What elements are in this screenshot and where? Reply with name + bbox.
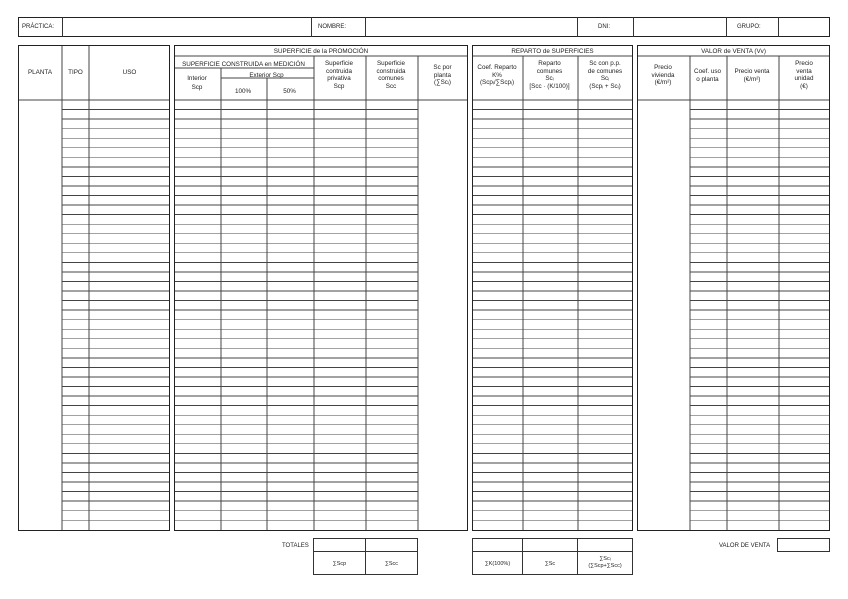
- grupo-label: GRUPO:: [737, 24, 761, 30]
- total-k-cell[interactable]: [472, 538, 523, 552]
- practica-label: PRÁCTICA:: [22, 24, 55, 30]
- porplanta-line2: planta: [433, 71, 452, 79]
- total-sci-label: [577, 556, 633, 570]
- precio-vivienda-line3: (€/m²): [654, 79, 672, 86]
- practica-field[interactable]: [63, 18, 311, 36]
- valor-title: VALOR de VENTA (Vv): [701, 48, 766, 55]
- table-superficie: [174, 45, 468, 531]
- precio-unidad-line1: Precio: [795, 60, 813, 67]
- precio-unidad-line4: (€): [800, 82, 808, 90]
- comunes-line3: comunes: [378, 75, 404, 82]
- superficie-title: SUPERFICIE de la PROMOCIÓN: [273, 48, 369, 55]
- privativa-line1: Superficie: [324, 60, 353, 67]
- privativa-line4: Scp: [333, 82, 345, 90]
- total-scc-label: ∑Scc: [384, 561, 399, 567]
- comunes-line4: Scc: [385, 82, 397, 90]
- reparto-title: REPARTO de SUPERFICIES: [511, 48, 594, 55]
- total-sc-label: ∑Sc: [544, 561, 556, 567]
- privativa-line3: privativa: [327, 75, 351, 82]
- precio-venta-line1: Precio venta: [734, 68, 770, 75]
- grid-lines: [473, 46, 632, 530]
- reparto-comunes-line1: Reparto: [538, 60, 561, 67]
- total-sc-cell[interactable]: [522, 538, 578, 552]
- privativa-header: [313, 60, 365, 90]
- medicion-title: SUPERFICIE CONSTRUIDA en MEDICIÓN: [182, 61, 305, 68]
- nombre-field[interactable]: [366, 18, 576, 36]
- col-planta-header: PLANTA: [27, 69, 53, 76]
- nombre-label: NOMBRE:: [318, 24, 347, 30]
- coef-reparto-header: [472, 64, 522, 87]
- grid-lines: [19, 46, 169, 530]
- sc-con-comunes-line4: (Scpᵢ + Scᵢ): [589, 82, 621, 90]
- table-reparto: [472, 45, 633, 531]
- comunes-header: [365, 60, 417, 90]
- sc-con-comunes-line2: de comunes: [587, 67, 623, 75]
- grid-lines: [638, 46, 829, 530]
- reparto-comunes-line2: comunes: [536, 67, 563, 75]
- coef-uso-line1: Coef. uso: [694, 68, 721, 75]
- porplanta-header: [417, 64, 468, 87]
- precio-vivienda-line1: Precio: [654, 64, 672, 71]
- totales-label: TOTALES: [282, 543, 309, 549]
- sc-con-comunes-line3: Scᵢ: [600, 75, 610, 82]
- precio-venta-line2: (€/m²): [743, 75, 761, 83]
- dni-label: DNI:: [598, 24, 610, 30]
- coef-uso-line2: o planta: [696, 75, 719, 83]
- reparto-comunes-line3: Scᵢ: [545, 75, 554, 82]
- table-valor-venta: [637, 45, 830, 531]
- precio-vivienda-header: [637, 64, 689, 87]
- table-planta-tipo-uso: [18, 45, 170, 531]
- porplanta-line3: (∑Scᵢ): [433, 79, 452, 86]
- total-k-label: ∑K(100%): [484, 561, 511, 567]
- comunes-line2: construida: [376, 67, 406, 75]
- interior-header: [174, 75, 220, 92]
- privativa-line2: contruida: [326, 67, 352, 75]
- coef-reparto-line1: Coef. Reparto: [477, 64, 517, 71]
- comunes-line1: Superficie: [376, 60, 405, 67]
- porplanta-line1: Sc por: [433, 64, 452, 71]
- exterior-header: Exterior Scp: [249, 72, 284, 79]
- valor-venta-label: VALOR DE VENTA: [719, 543, 771, 549]
- pct100-header: 100%: [234, 88, 252, 95]
- precio-venta-header: [726, 68, 778, 83]
- reparto-comunes-header: [522, 60, 577, 90]
- coef-uso-header: [689, 68, 726, 83]
- total-sci-line1: ∑Scᵢ: [599, 556, 611, 562]
- precio-unidad-header: [778, 60, 830, 90]
- grid-lines: [175, 46, 467, 530]
- reparto-comunes-line4: [Scc · (K/100)]: [529, 82, 570, 90]
- total-scc-cell[interactable]: [365, 538, 418, 552]
- precio-unidad-line3: unidad: [794, 75, 814, 82]
- pct50-header: 50%: [283, 88, 296, 95]
- total-scp-label: ∑Scp: [332, 561, 347, 567]
- coef-reparto-line3: (Scpᵢ/∑Scpᵢ): [479, 79, 515, 86]
- sc-con-comunes-line1: Sc con p.p.: [589, 60, 621, 67]
- col-tipo-header: TIPO: [68, 69, 83, 76]
- total-sci-cell[interactable]: [577, 538, 633, 552]
- sc-con-comunes-header: [577, 60, 633, 90]
- valor-venta-total-cell[interactable]: [777, 538, 830, 552]
- dni-field[interactable]: [634, 18, 726, 36]
- precio-unidad-line2: venta: [796, 67, 812, 75]
- interior-line1: Interior: [187, 75, 207, 82]
- precio-vivienda-line2: vivienda: [651, 71, 675, 79]
- coef-reparto-line2: K%: [492, 71, 502, 79]
- total-sci-line2: (∑Scp+∑Scc): [588, 563, 622, 569]
- interior-line2: Scp: [191, 83, 203, 91]
- col-uso-header: USO: [122, 69, 137, 76]
- total-scp-cell[interactable]: [313, 538, 366, 552]
- grupo-field[interactable]: [779, 18, 829, 36]
